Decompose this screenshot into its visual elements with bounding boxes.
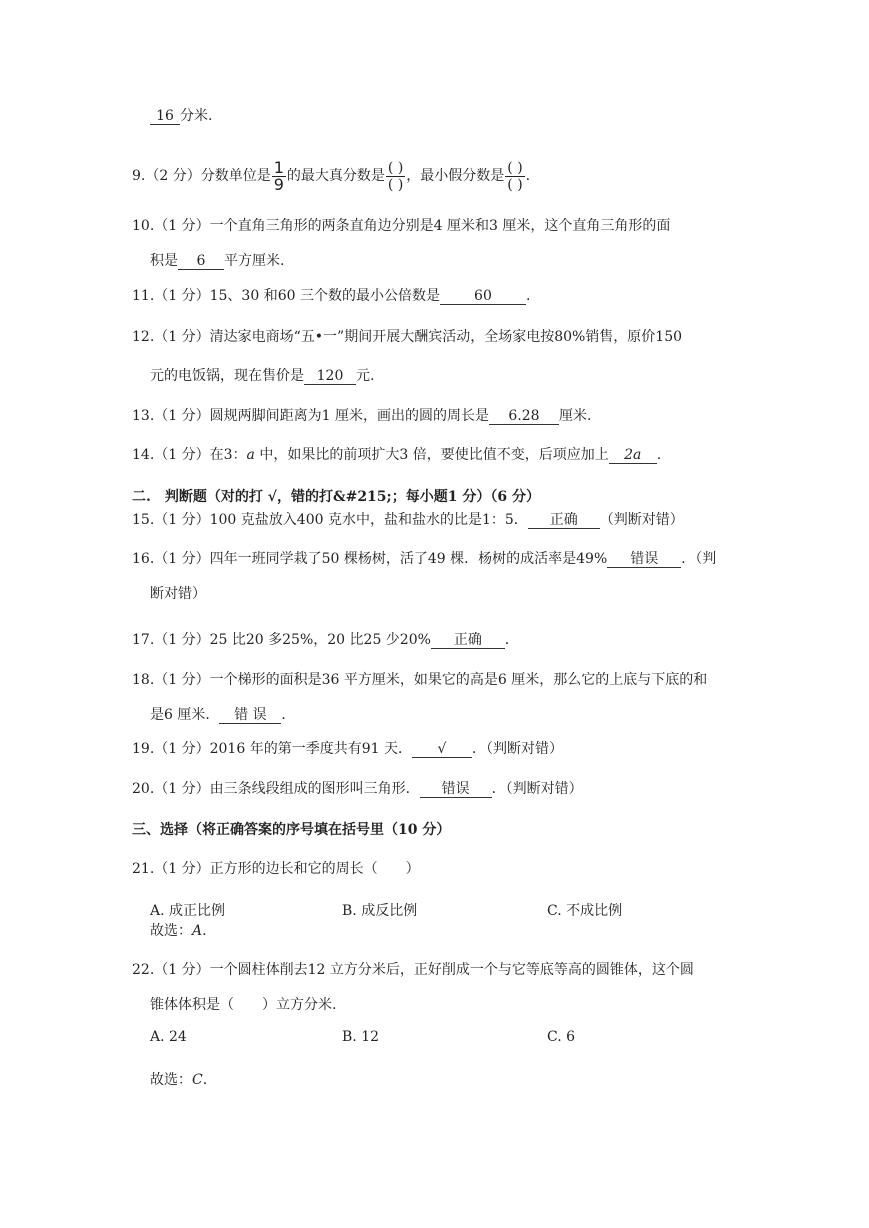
q21-option-a: A. 成正比例 — [150, 903, 226, 919]
question-10-line2 — [150, 251, 284, 271]
q20-text: 20.（1 分）由三条线段组成的图形叫三角形． — [132, 781, 420, 797]
q19-answer: √ — [412, 741, 472, 758]
q21-answer-line — [150, 920, 207, 940]
question-18-line1: 18.（1 分）一个梯形的面积是36 平方厘米，如果它的高是6 厘米，那么它的上底与下底的和 — [132, 672, 708, 688]
question-22-line2: 锥体体积是（ ）立方分米. — [150, 997, 337, 1013]
q8-continuation — [150, 106, 212, 126]
q16-text: 16.（1 分）四年一班同学栽了50 棵杨树，活了49 棵．杨树的成活率是49% — [132, 551, 608, 567]
q9-fraction-unit — [272, 157, 286, 194]
blank-denominator: ( ) — [507, 176, 523, 193]
q19-text: 19.（1 分）2016 年的第一季度共有91 天． — [132, 741, 412, 757]
q14-answer: 2a — [609, 447, 657, 464]
question-20 — [132, 779, 583, 799]
question-9 — [132, 158, 530, 194]
q21-option-b: B. 成反比例 — [342, 903, 418, 919]
q11-text: 11.（1 分）15、30 和60 三个数的最小公倍数是 — [132, 288, 440, 304]
question-16-line2: 断对错） — [150, 586, 206, 602]
question-10-line1: 10.（1 分）一个直角三角形的两条直角边分别是4 厘米和3 厘米，这个直角三角形的面 — [132, 218, 671, 234]
section-2-heading: 二. 判断题（对的打 √，错的打&#215;；每小题1 分）（6 分） — [132, 489, 540, 505]
blank-denominator: ( ) — [387, 176, 404, 193]
q20-answer: 错误 — [420, 781, 492, 798]
q12-text: 元的电饭锅，现在售价是 — [150, 368, 304, 384]
q21-answer-value: A — [192, 923, 203, 939]
q14-text-mid: 中，如果比的前项扩大3 倍，要使比值不变，后项应加上 — [254, 447, 609, 463]
q11-end: . — [525, 288, 531, 304]
fraction-numerator: 1 — [273, 157, 284, 177]
question-16-line1 — [132, 549, 716, 569]
q9-text-mid2: ，最小假分数是 — [406, 168, 505, 184]
question-17 — [132, 630, 519, 650]
q18-text: 是6 厘米． — [150, 707, 220, 723]
q13-text-post: 厘米. — [558, 408, 592, 424]
q10-text: 积是 — [150, 253, 178, 269]
q15-text-post: （判断对错） — [599, 512, 684, 528]
blank-numerator: ( ) — [387, 159, 404, 176]
question-22-line1: 22.（1 分）一个圆柱体削去12 立方分米后，正好削成一个与它等底等高的圆锥体，这个圆 — [132, 962, 694, 978]
q9-blank-fraction-1 — [386, 160, 405, 193]
q21-answer-end: . — [202, 923, 207, 939]
q22-answer-end: . — [202, 1072, 208, 1088]
section-3-heading: 三、选择（将正确答案的序号填在括号里（10 分） — [132, 822, 451, 838]
question-14 — [132, 445, 661, 465]
question-18-line2 — [150, 705, 295, 725]
q15-text: 15.（1 分）100 克盐放入400 克水中，盐和盐水的比是1：5． — [132, 512, 528, 528]
q22-option-a: A. 24 — [150, 1029, 187, 1045]
question-12-line2 — [150, 366, 374, 386]
q16-text-post: ．（判 — [681, 551, 717, 567]
q10-text-post: 平方厘米. — [224, 253, 285, 269]
q22-answer-value: C — [192, 1072, 203, 1088]
q22-option-c: C. 6 — [547, 1029, 576, 1045]
q17-answer: 正确 — [431, 632, 505, 649]
q22-answer-label: 故选： — [150, 1072, 192, 1088]
q21-option-c: C. 不成比例 — [547, 903, 623, 919]
q9-end: . — [525, 168, 531, 184]
q13-answer: 6.28 — [489, 408, 559, 425]
q12-answer: 120 — [304, 368, 356, 385]
q9-blank-fraction-2 — [505, 160, 524, 193]
question-15 — [132, 510, 684, 530]
question-19 — [132, 739, 563, 759]
question-12-line1: 12.（1 分）清达家电商场“五•一”期间开展大酬宾活动，全场家电按80%销售，原价150 — [132, 329, 683, 345]
q20-text-post: ．（判断对错） — [491, 781, 583, 797]
q21-answer-label: 故选： — [150, 923, 192, 939]
q17-text: 17.（1 分）25 比20 多25%，20 比25 少20% — [132, 632, 431, 648]
q13-text: 13.（1 分）圆规两脚间距离为1 厘米，画出的圆的周长是 — [132, 408, 489, 424]
fraction-denominator: 9 — [273, 174, 284, 194]
question-11 — [132, 286, 530, 306]
q15-answer: 正确 — [528, 512, 600, 529]
q12-text-post: 元. — [356, 368, 375, 384]
q14-variable: a — [246, 447, 255, 463]
q22-answer-line — [150, 1069, 207, 1089]
q18-answer: 错 误 — [219, 707, 281, 724]
q11-answer: 60 — [440, 288, 526, 305]
q8-answer: 16 — [150, 108, 180, 125]
q9-text: 9.（2 分）分数单位是 — [132, 168, 271, 184]
q19-text-post: ．（判断对错） — [471, 741, 563, 757]
q22-option-b: B. 12 — [342, 1029, 380, 1045]
q8-text: 分米. — [180, 108, 213, 124]
q9-text-mid: 的最大真分数是 — [286, 168, 385, 184]
q18-end: ． — [281, 707, 296, 723]
q14-text: 14.（1 分）在3： — [132, 447, 247, 463]
q14-end: . — [656, 447, 662, 463]
blank-numerator: ( ) — [507, 159, 523, 176]
q16-answer: 错误 — [607, 551, 681, 568]
q10-answer: 6 — [178, 253, 224, 270]
question-21: 21.（1 分）正方形的边长和它的周长（ ） — [132, 861, 420, 877]
q17-end: ． — [504, 632, 519, 648]
question-13 — [132, 406, 591, 426]
